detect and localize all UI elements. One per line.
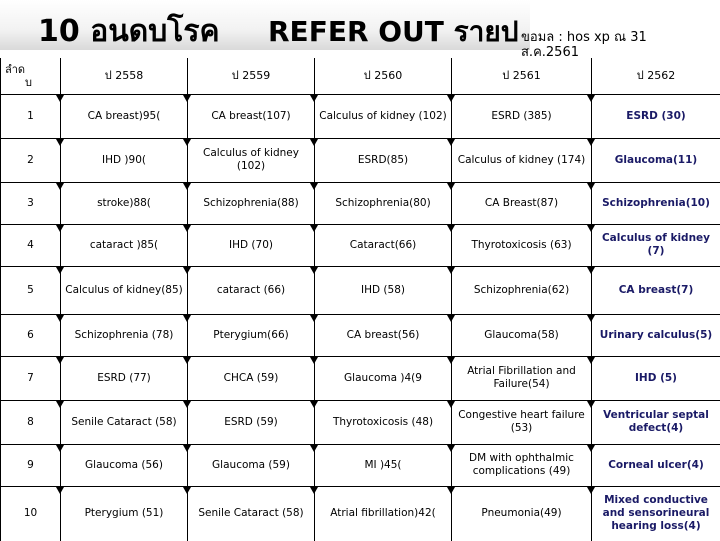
table-cell: stroke)88( — [61, 182, 188, 224]
table-cell: Glaucoma (59) — [188, 444, 315, 486]
table-row — [1, 356, 720, 400]
divider-marker-icon — [56, 445, 64, 452]
rank-cell: 1 — [1, 94, 61, 138]
divider-marker-icon — [56, 95, 64, 102]
table-cell: IHD (58) — [315, 266, 452, 314]
table-cell: ESRD (77) — [61, 356, 188, 400]
table-cell: IHD )90( — [61, 138, 188, 182]
divider-marker-icon — [447, 357, 455, 364]
divider-marker-icon — [310, 139, 318, 146]
year-header-2559: ป 2559 — [188, 58, 315, 94]
divider-marker-icon — [587, 487, 595, 494]
rank-header-line-2: บ — [5, 76, 57, 89]
table-cell: cataract (66) — [188, 266, 315, 314]
table-cell: Calculus of kidney(85) — [61, 266, 188, 314]
table-cell: Calculus of kidney (102) — [315, 94, 452, 138]
data-source-note — [521, 30, 671, 60]
divider-marker-icon — [447, 95, 455, 102]
divider-marker-icon — [183, 315, 191, 322]
table-cell-2562: Ventricular septal defect(4) — [592, 400, 720, 444]
year-header-2562: ป 2562 — [592, 58, 720, 94]
divider-marker-icon — [587, 357, 595, 364]
slide-title-thai: 10 อนดบโรค — [38, 8, 220, 55]
divider-marker-icon — [56, 487, 64, 494]
divider-marker-icon — [447, 487, 455, 494]
divider-marker-icon — [447, 401, 455, 408]
table-cell: Senile Cataract (58) — [188, 486, 315, 541]
title-bar — [0, 0, 720, 60]
rank-cell: 6 — [1, 314, 61, 356]
table-cell: MI )45( — [315, 444, 452, 486]
table-cell: ESRD (59) — [188, 400, 315, 444]
divider-marker-icon — [183, 225, 191, 232]
table-cell-2562: Corneal ulcer(4) — [592, 444, 720, 486]
divider-marker-icon — [310, 225, 318, 232]
table-cell: DM with ophthalmic complications (49) — [452, 444, 592, 486]
table-cell: Schizophrenia(62) — [452, 266, 592, 314]
rank-cell: 8 — [1, 400, 61, 444]
table-row — [1, 138, 720, 182]
table-cell: CA breast(107) — [188, 94, 315, 138]
divider-marker-icon — [183, 357, 191, 364]
table-cell: Pneumonia(49) — [452, 486, 592, 541]
table-cell: ESRD(85) — [315, 138, 452, 182]
divider-marker-icon — [183, 401, 191, 408]
table-cell: Schizophrenia (78) — [61, 314, 188, 356]
divider-marker-icon — [447, 225, 455, 232]
divider-marker-icon — [310, 95, 318, 102]
table-row — [1, 400, 720, 444]
table-cell: Schizophrenia(88) — [188, 182, 315, 224]
table-row — [1, 224, 720, 266]
divider-marker-icon — [56, 183, 64, 190]
rank-cell: 3 — [1, 182, 61, 224]
table-cell: Pterygium(66) — [188, 314, 315, 356]
rank-header-line-1: ลำด — [5, 63, 57, 76]
divider-marker-icon — [587, 183, 595, 190]
divider-marker-icon — [447, 267, 455, 274]
divider-marker-icon — [56, 267, 64, 274]
divider-marker-icon — [310, 315, 318, 322]
table-cell-2562: IHD (5) — [592, 356, 720, 400]
table-cell: CA Breast(87) — [452, 182, 592, 224]
table-cell-2562: Schizophrenia(10) — [592, 182, 720, 224]
slide-title-refer-out: REFER OUT รายป — [268, 10, 519, 54]
data-source-line-1: ขอมล : hos xp ณ 31 — [521, 30, 671, 45]
divider-marker-icon — [587, 95, 595, 102]
table-cell: CA breast(56) — [315, 314, 452, 356]
divider-marker-icon — [587, 267, 595, 274]
rank-cell: 10 — [1, 486, 61, 541]
table-cell: Cataract(66) — [315, 224, 452, 266]
divider-marker-icon — [310, 401, 318, 408]
table-cell: Glaucoma )4(9 — [315, 356, 452, 400]
refer-out-table — [0, 58, 720, 541]
table-cell: cataract )85( — [61, 224, 188, 266]
divider-marker-icon — [56, 401, 64, 408]
table-cell: CHCA (59) — [188, 356, 315, 400]
table-cell: Glaucoma (56) — [61, 444, 188, 486]
table-cell: Glaucoma(58) — [452, 314, 592, 356]
table-cell: ESRD (385) — [452, 94, 592, 138]
table-row — [1, 444, 720, 486]
divider-marker-icon — [310, 183, 318, 190]
divider-marker-icon — [447, 445, 455, 452]
table-row — [1, 314, 720, 356]
divider-marker-icon — [310, 357, 318, 364]
table-cell-2562: ESRD (30) — [592, 94, 720, 138]
rank-cell: 9 — [1, 444, 61, 486]
divider-marker-icon — [310, 267, 318, 274]
divider-marker-icon — [587, 401, 595, 408]
divider-marker-icon — [587, 225, 595, 232]
divider-marker-icon — [56, 139, 64, 146]
table-cell-2562: Urinary calculus(5) — [592, 314, 720, 356]
divider-marker-icon — [310, 487, 318, 494]
table-cell: Atrial Fibrillation and Failure(54) — [452, 356, 592, 400]
divider-marker-icon — [183, 445, 191, 452]
divider-marker-icon — [183, 487, 191, 494]
divider-marker-icon — [183, 139, 191, 146]
rank-cell: 4 — [1, 224, 61, 266]
table-cell-2562: Calculus of kidney (7) — [592, 224, 720, 266]
table-cell: Schizophrenia(80) — [315, 182, 452, 224]
table-cell-2562: Mixed conductive and sensorineural hearing loss(4) — [592, 486, 720, 541]
divider-marker-icon — [56, 225, 64, 232]
table-cell: Atrial fibrillation)42( — [315, 486, 452, 541]
table-cell: Thyrotoxicosis (63) — [452, 224, 592, 266]
rank-cell: 5 — [1, 266, 61, 314]
data-source-line-2: ส.ค.2561 — [521, 45, 671, 60]
divider-marker-icon — [587, 139, 595, 146]
table-cell: Calculus of kidney (174) — [452, 138, 592, 182]
table-cell: Thyrotoxicosis (48) — [315, 400, 452, 444]
table-header-row — [1, 58, 720, 94]
divider-marker-icon — [56, 315, 64, 322]
table-row — [1, 182, 720, 224]
table-cell: CA breast)95( — [61, 94, 188, 138]
year-header-2560: ป 2560 — [315, 58, 452, 94]
year-header-2561: ป 2561 — [452, 58, 592, 94]
table-row — [1, 486, 720, 541]
divider-marker-icon — [183, 267, 191, 274]
table-row — [1, 266, 720, 314]
rank-cell: 2 — [1, 138, 61, 182]
rank-cell: 7 — [1, 356, 61, 400]
rank-column-header — [1, 58, 61, 94]
divider-marker-icon — [310, 445, 318, 452]
year-header-2558: ป 2558 — [61, 58, 188, 94]
divider-marker-icon — [587, 445, 595, 452]
table-cell: Calculus of kidney (102) — [188, 138, 315, 182]
divider-marker-icon — [447, 139, 455, 146]
divider-marker-icon — [587, 315, 595, 322]
table-cell: Senile Cataract (58) — [61, 400, 188, 444]
divider-marker-icon — [56, 357, 64, 364]
table-row — [1, 94, 720, 138]
table-cell: Congestive heart failure (53) — [452, 400, 592, 444]
divider-marker-icon — [447, 315, 455, 322]
table-cell: Pterygium (51) — [61, 486, 188, 541]
table-cell: IHD (70) — [188, 224, 315, 266]
divider-marker-icon — [183, 183, 191, 190]
table-cell-2562: Glaucoma(11) — [592, 138, 720, 182]
divider-marker-icon — [183, 95, 191, 102]
divider-marker-icon — [447, 183, 455, 190]
table-cell-2562: CA breast(7) — [592, 266, 720, 314]
